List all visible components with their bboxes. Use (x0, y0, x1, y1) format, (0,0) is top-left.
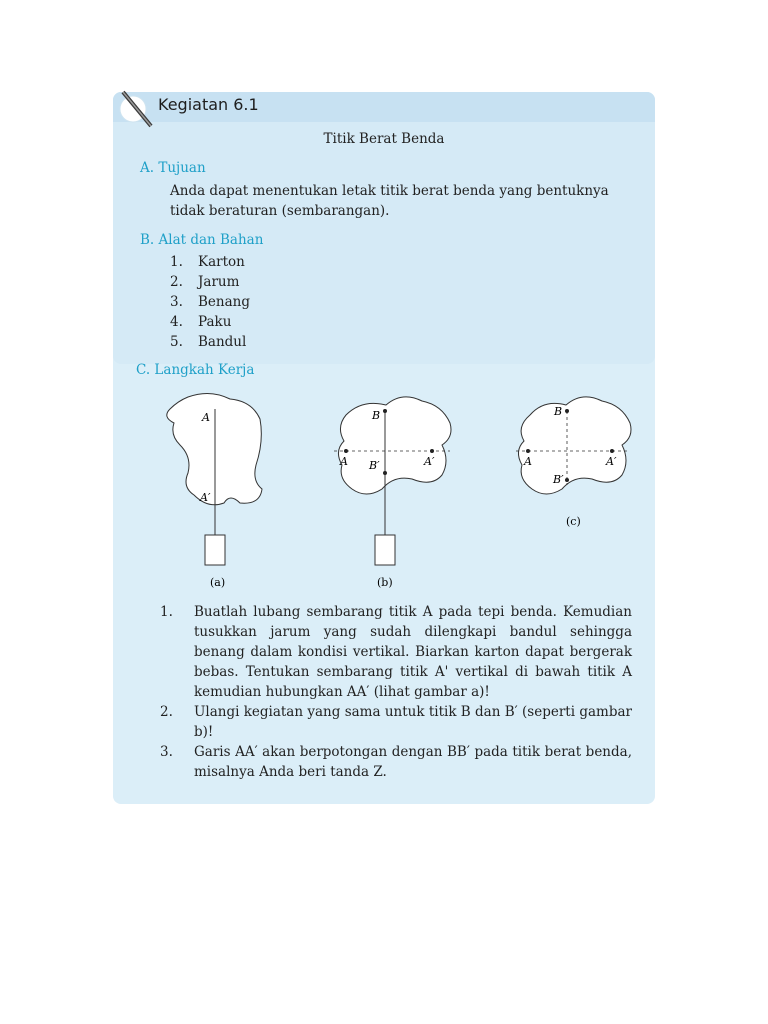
experiment-figures (150, 385, 650, 595)
figure-b (334, 397, 451, 589)
pen-icon (117, 90, 159, 130)
figure-a-label-top: A (202, 411, 210, 424)
list-item: 2. Jarum (170, 274, 240, 290)
figure-b-label-a: A (340, 455, 348, 468)
section-a-heading: A. Tujuan (140, 160, 206, 176)
materials-list (170, 252, 250, 352)
figure-a-label-bottom: A′ (200, 491, 211, 504)
figure-c-label-a: A (524, 455, 532, 468)
section-a-text: Anda dapat menentukan letak titik berat benda yang bentuknya tidak beraturan (sembarangan). (170, 183, 609, 219)
figure-c-caption: (c) (566, 515, 581, 528)
procedure-steps (160, 602, 632, 782)
figure-c-label-b: B (554, 405, 563, 418)
section-c-heading: C. Langkah Kerja (136, 362, 255, 378)
figure-a-caption: (a) (210, 576, 226, 589)
step-item: 3. Garis AA′ akan berpotongan dengan BB′ pada titik berat benda, misalnya Anda beri tanda Z. (160, 744, 632, 780)
figure-b-label-b-prime: B′ (369, 459, 380, 472)
activity-title: Titik Berat Benda (323, 131, 445, 147)
figure-b-label-b: B (372, 409, 381, 422)
step-item: 2. Ulangi kegiatan yang sama untuk titik B dan B′ (seperti gambar b)! (160, 704, 632, 740)
figure-b-label-a-prime: A′ (424, 455, 435, 468)
list-item: 3. Benang (170, 294, 250, 310)
figure-a (167, 393, 262, 589)
list-item: 4. Paku (170, 314, 232, 330)
activity-number: Kegiatan 6.1 (158, 95, 259, 114)
figure-c (516, 397, 631, 528)
list-item: 5. Bandul (170, 334, 247, 350)
section-b-heading: B. Alat dan Bahan (140, 232, 264, 248)
step-item: 1. Buatlah lubang sembarang titik A pada tepi benda. Kemudian tusukkan jarum yang sudah dilengkapi bandul sehingga benang dalam kondisi vertikal. Biarkan karton dapat bergerak bebas. Tentukan sembarang titik A' vertikal di bawah titik A kemudian hubungkan AA′ (lihat gambar a)! (160, 604, 632, 700)
list-item: 1. Karton (170, 254, 245, 270)
figure-c-label-b-prime: B′ (553, 473, 564, 486)
figure-b-caption: (b) (377, 576, 393, 589)
figure-c-label-a-prime: A′ (606, 455, 617, 468)
